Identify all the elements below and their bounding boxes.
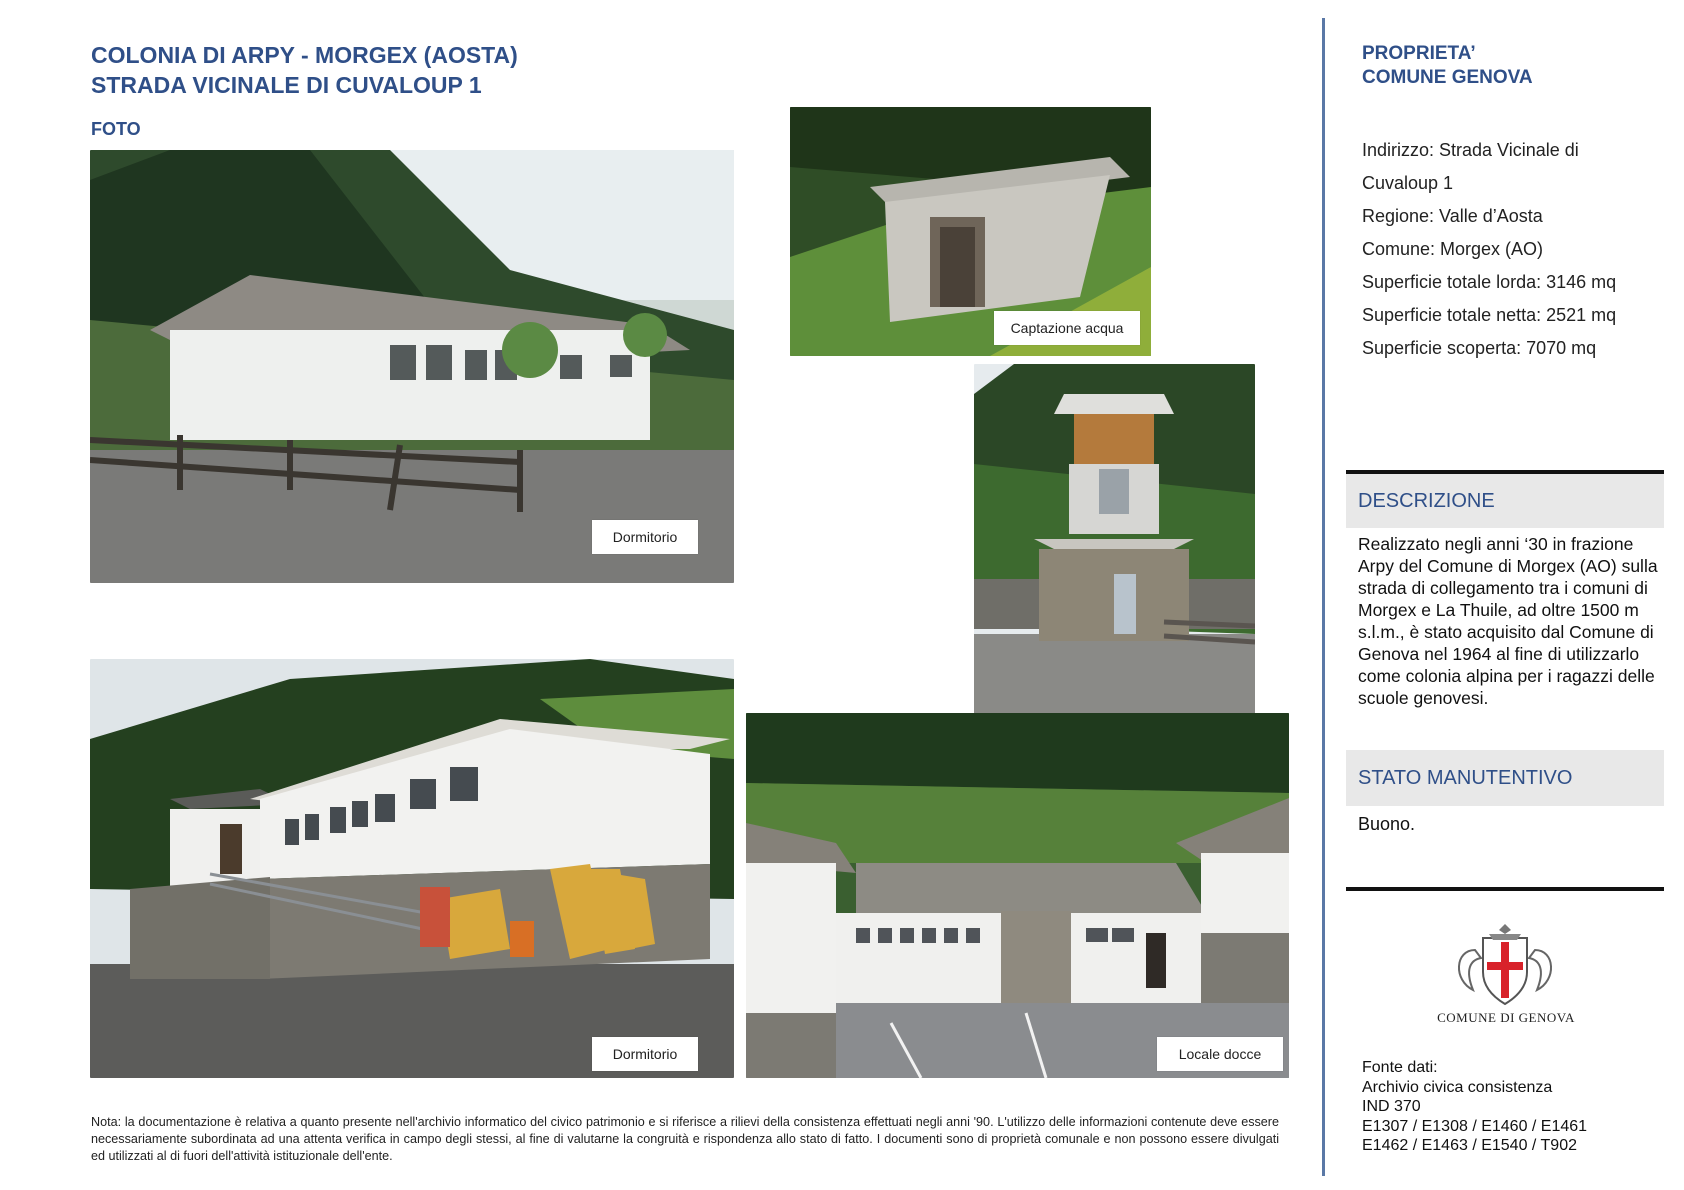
info-regione: Regione: Valle d’Aosta bbox=[1362, 206, 1543, 226]
property-info bbox=[1362, 134, 1662, 365]
descrizione-heading: DESCRIZIONE bbox=[1346, 474, 1664, 528]
fonte-line-2: Archivio civica consistenza bbox=[1362, 1078, 1553, 1096]
section-rule-bottom bbox=[1346, 887, 1664, 891]
column-divider bbox=[1322, 18, 1325, 1176]
genova-crest-icon bbox=[1445, 920, 1565, 1012]
foto-label: FOTO bbox=[91, 119, 141, 139]
fonte-dati bbox=[1362, 1058, 1587, 1156]
photo-cabina bbox=[974, 364, 1255, 761]
descrizione-text: Realizzato negli anni ‘30 in frazione Arpy del Comune di Morgex (AO) sulla strada di collegamento tra i comuni di Morgex e La Thuile, ad oltre 1500 m s.l.m., è stato acquisito dal Comune di Genova nel 1964 al fine di utilizzarlo come colonia alpina per i ragazzi delle scuole genovesi. bbox=[1358, 534, 1658, 708]
info-sup-netta: Superficie totale netta: 2521 mq bbox=[1362, 305, 1617, 325]
owner-heading bbox=[1362, 42, 1533, 90]
crest-label: COMUNE DI GENOVA bbox=[1437, 1010, 1575, 1025]
shower-building-photo-icon bbox=[746, 713, 1289, 1078]
fonte-line-3: IND 370 bbox=[1362, 1098, 1421, 1115]
owner-line-2: COMUNE GENOVA bbox=[1362, 67, 1533, 88]
caption-docce: Locale docce bbox=[1157, 1037, 1283, 1071]
page-title bbox=[91, 40, 791, 100]
caption-dormitorio-bottom: Dormitorio bbox=[592, 1037, 698, 1071]
info-sup-scoperta: Superficie scoperta: 7070 mq bbox=[1362, 338, 1597, 358]
stato-text: Buono. bbox=[1358, 814, 1416, 834]
caption-dormitorio-top: Dormitorio bbox=[592, 520, 698, 554]
photo-dormitorio-top bbox=[90, 150, 734, 583]
stato-heading: STATO MANUTENTIVO bbox=[1346, 750, 1664, 806]
photo-dormitorio-bottom bbox=[90, 659, 734, 1078]
title-line-1: COLONIA DI ARPY - MORGEX (AOSTA) bbox=[91, 42, 518, 68]
info-indirizzo-2: Cuvaloup 1 bbox=[1362, 173, 1454, 193]
disclaimer-note: Nota: la documentazione è relativa a quanto presente nell'archivio informatico del civico patrimonio e si riferisce a rilievi della consistenza effettuati negli anni '90. L'utilizzo delle informazioni contenute deve essere necessariamente subordinata ad una attenta verifica in campo degli stessi, al fine di valutarne la congruità e rispondenza allo stato di fatto. I documenti sono di proprietà comunale e non possono essere divulgati ed utilizzati al di fuori dell'attività istituzionale dell'ente. bbox=[91, 1115, 1279, 1163]
building-photo-icon bbox=[90, 150, 734, 583]
power-cabin-photo-icon bbox=[974, 364, 1255, 761]
info-sup-lorda: Superficie totale lorda: 3146 mq bbox=[1362, 272, 1617, 292]
info-comune: Comune: Morgex (AO) bbox=[1362, 239, 1544, 259]
caption-captazione: Captazione acqua bbox=[994, 311, 1140, 345]
fonte-line-5: E1462 / E1463 / E1540 / T902 bbox=[1362, 1137, 1577, 1154]
fonte-line-1: Fonte dati: bbox=[1362, 1059, 1438, 1076]
fonte-line-4: E1307 / E1308 / E1460 / E1461 bbox=[1362, 1117, 1588, 1135]
info-indirizzo-1: Indirizzo: Strada Vicinale di bbox=[1362, 140, 1579, 160]
title-line-2: STRADA VICINALE DI CUVALOUP 1 bbox=[91, 72, 482, 98]
photo-docce bbox=[746, 713, 1289, 1078]
building-photo-icon bbox=[90, 659, 734, 1078]
owner-line-1: PROPRIETA’ bbox=[1362, 43, 1476, 64]
